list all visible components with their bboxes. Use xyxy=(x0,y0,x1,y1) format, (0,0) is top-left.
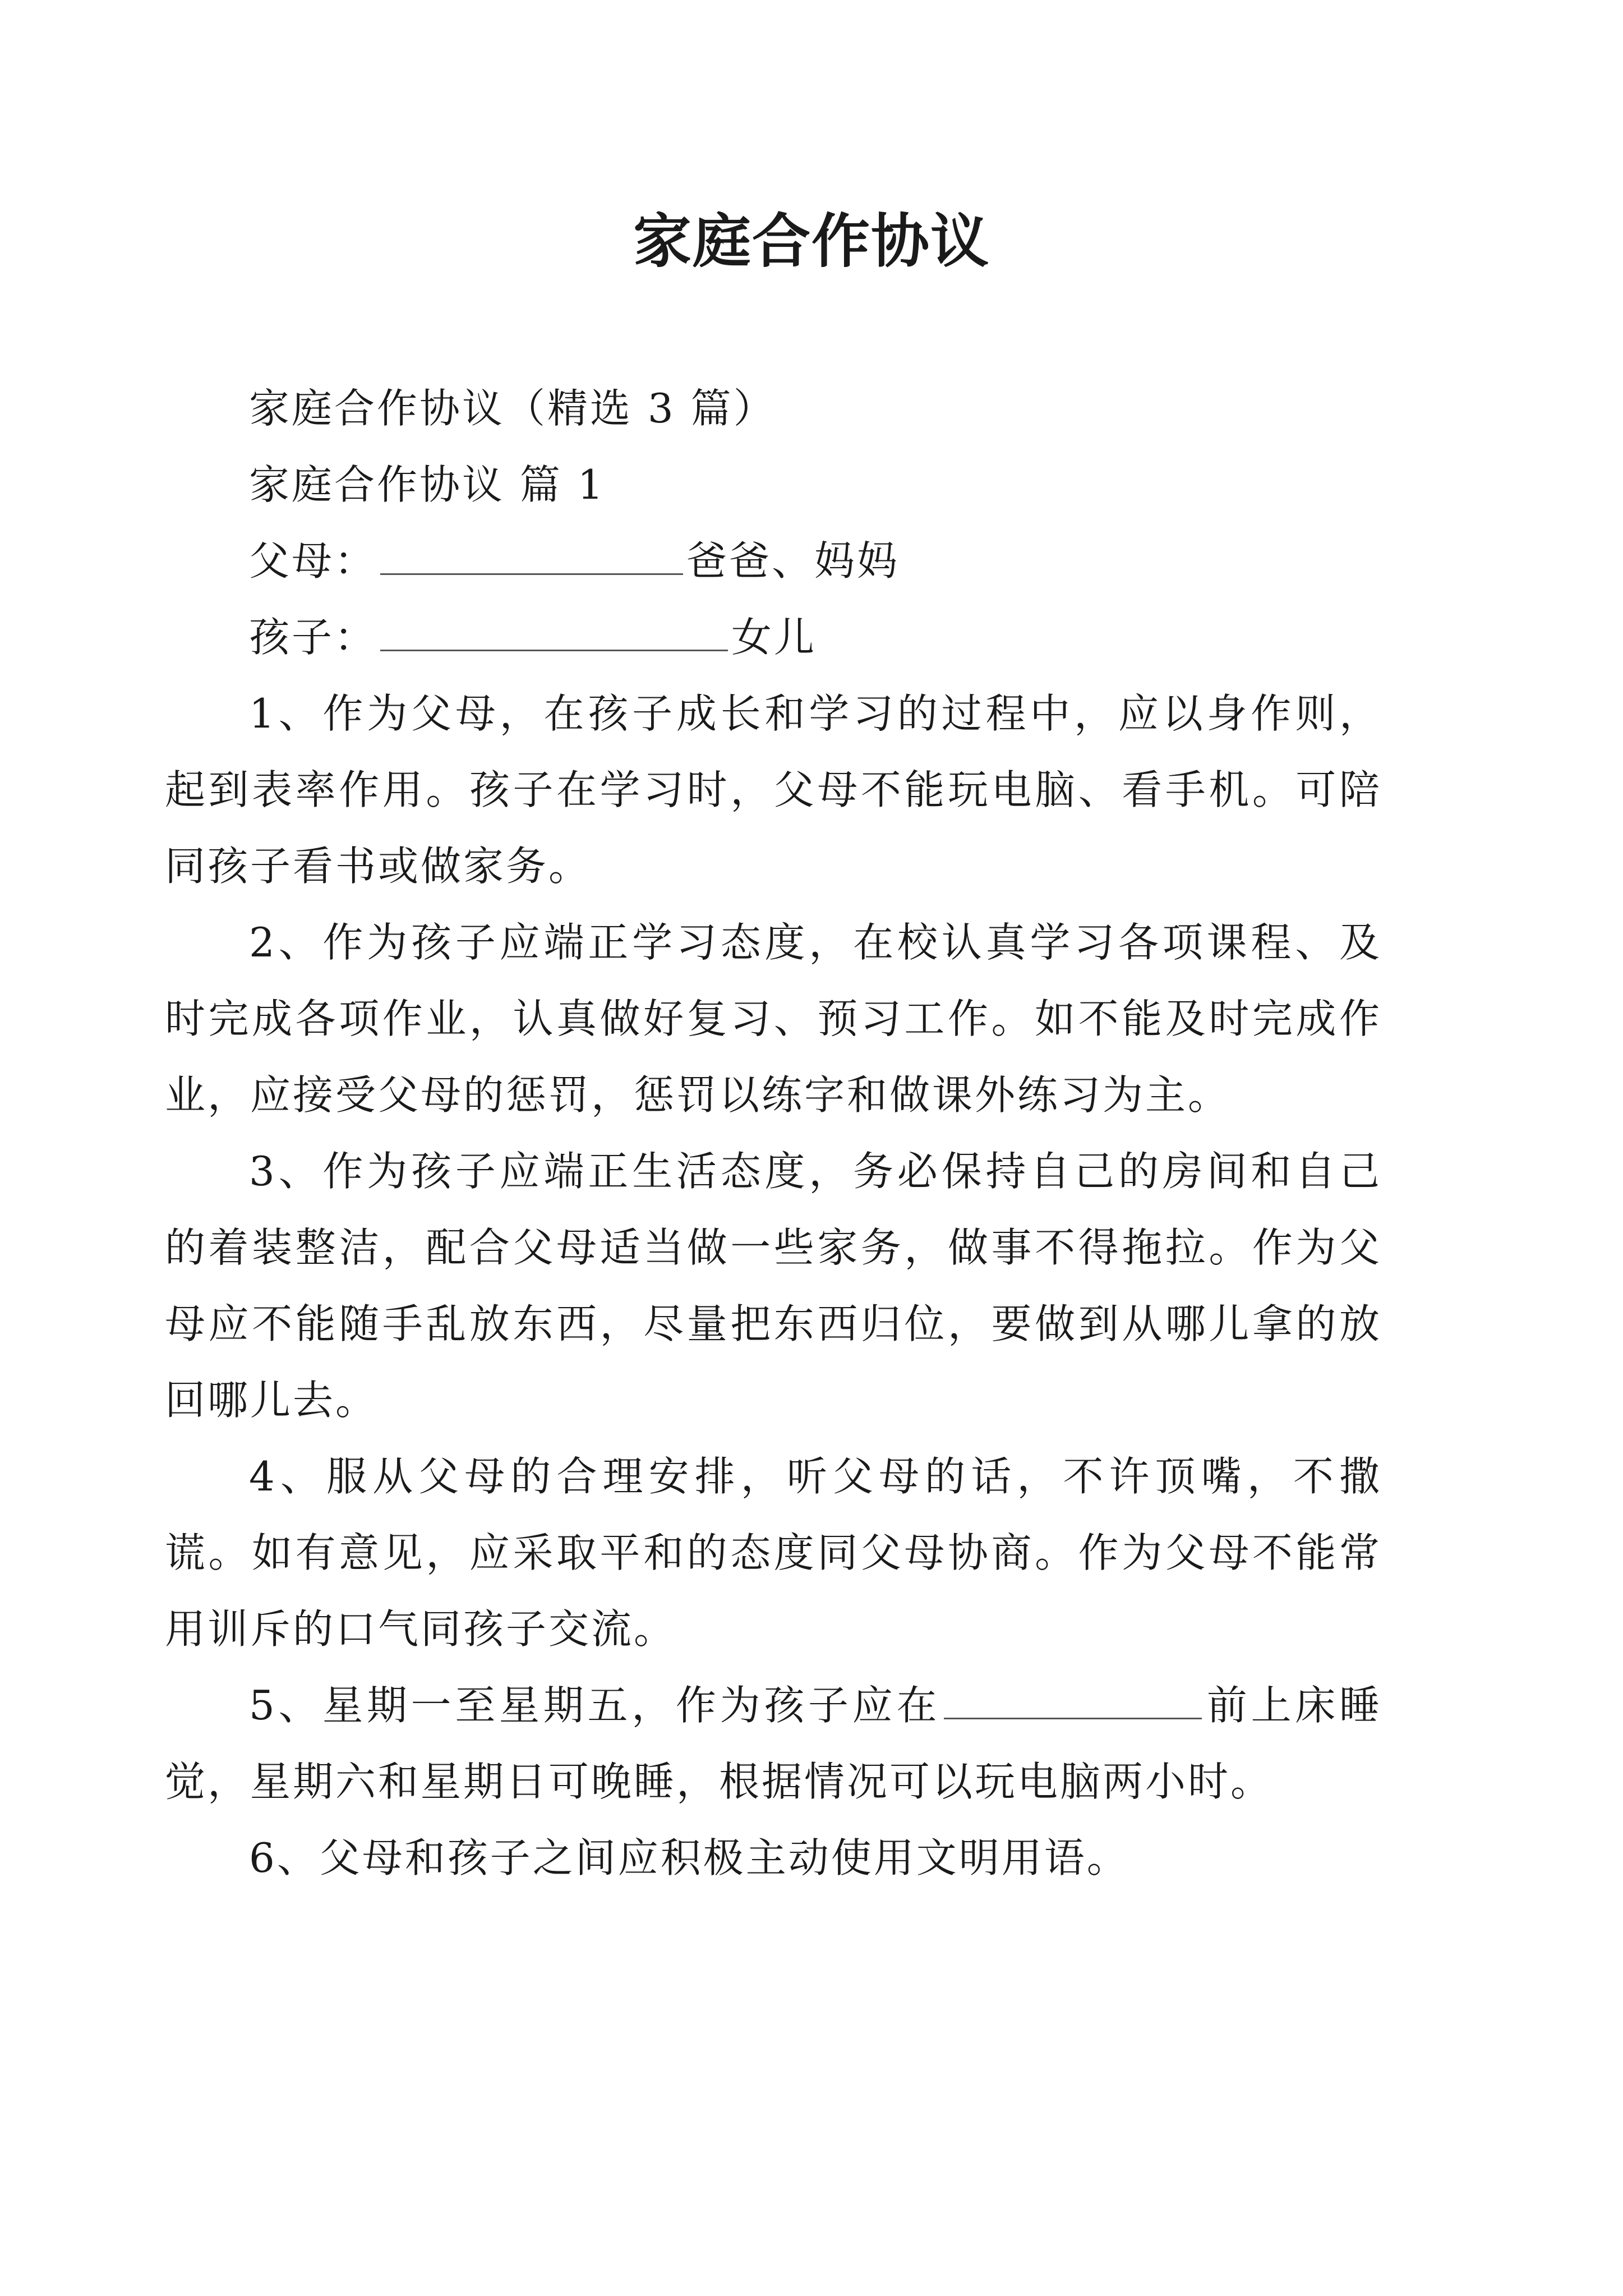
document-subtitle: 家庭合作协议（精选 3 篇） xyxy=(249,385,776,432)
clause-2: 2、作为孩子应端正学习态度，在校认真学习各项课程、及时完成各项作业，认真做好复习、预习工作。如不能及时完成作业，应接受父母的惩罚，惩罚以练字和做课外练习为主。 xyxy=(165,919,1382,1119)
parents-line xyxy=(249,523,1382,599)
child-label: 孩子： xyxy=(249,614,377,661)
clause-3: 3、作为孩子应端正生活态度，务必保持自己的房间和自己的着装整洁，配合父母适当做一些家务，做事不得拖拉。作为父母应不能随手乱放东西，尽量把东西归位，要做到从哪儿拿的放回哪儿去。 xyxy=(165,1148,1382,1424)
clause-4: 4、服从父母的合理安排，听父母的话，不许顶嘴，不撒谎。如有意见，应采取平和的态度同父母协商。作为父母不能常用训斥的口气同孩子交流。 xyxy=(165,1453,1382,1653)
parents-value: 爸爸、妈妈 xyxy=(686,537,900,585)
child-fill-blank xyxy=(380,606,728,651)
clause-5 xyxy=(165,1667,1382,1820)
parents-fill-blank xyxy=(380,530,683,575)
clause-5-after: 前上床睡觉，星期六和星期日可晚睡，根据情况可以玩电脑两小时。 xyxy=(165,1682,1382,1805)
document-title: 家庭合作协议 xyxy=(633,206,990,275)
section-heading: 家庭合作协议 篇 1 xyxy=(249,461,606,508)
child-value: 女儿 xyxy=(731,614,817,661)
child-line xyxy=(249,599,1382,675)
clause-1: 1、作为父母，在孩子成长和学习的过程中，应以身作则，起到表率作用。孩子在学习时，父母不能玩电脑、看手机。可陪同孩子看书或做家务。 xyxy=(165,690,1382,890)
clause-list xyxy=(165,675,1382,1896)
clause-5-before: 5、星期一至星期五，作为孩子应在 xyxy=(249,1682,941,1729)
parents-label: 父母： xyxy=(249,537,377,585)
bedtime-fill-blank xyxy=(944,1674,1202,1719)
document-body xyxy=(249,370,1382,675)
clause-6: 6、父母和孩子之间应积极主动使用文明用语。 xyxy=(249,1834,1129,1881)
